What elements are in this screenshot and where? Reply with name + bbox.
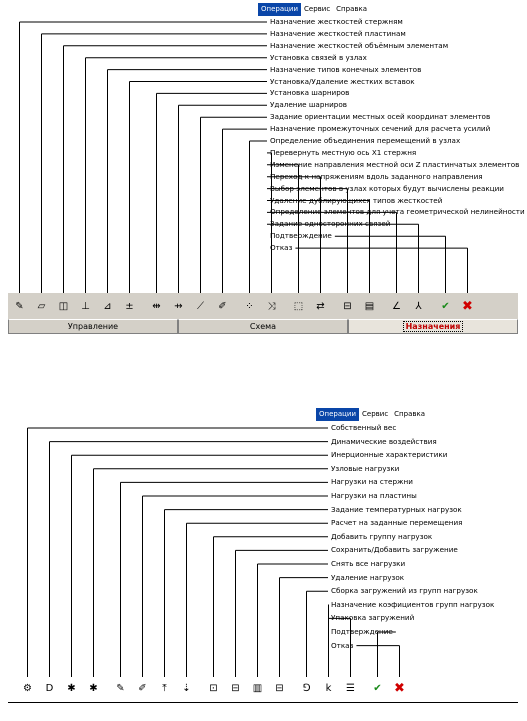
tab-control[interactable] xyxy=(8,319,178,334)
assemble-loadcases-icon[interactable]: ⅁ xyxy=(302,682,311,694)
hinge-set-icon[interactable]: ⇹ xyxy=(152,300,161,312)
local-axes-icon[interactable]: ⟋ xyxy=(197,300,204,312)
rod-stiffness-icon[interactable]: ✎ xyxy=(15,300,24,312)
menu-operations-2[interactable]: Операции xyxy=(316,408,359,421)
panel2-item[interactable]: Сборка загружений из групп нагрузок xyxy=(331,586,478,596)
panel1-item[interactable]: Установка шарниров xyxy=(270,88,350,98)
panel2-item[interactable]: Снять все нагрузки xyxy=(331,559,406,568)
panel1-item[interactable]: Отказ xyxy=(270,243,293,253)
assignments-toolbar xyxy=(10,296,480,316)
mode-tabs xyxy=(8,319,518,334)
displacement-icon[interactable]: ⇣ xyxy=(182,682,191,694)
panel1-item[interactable]: Выбор элементов в узлах которых будут вычислены реакции xyxy=(270,183,504,193)
plate-load-icon[interactable]: ✐ xyxy=(138,682,147,694)
nonlinear-elements-icon[interactable]: ∠ xyxy=(392,300,401,312)
panel1-item[interactable]: Определение объединения перемещений в узлах xyxy=(270,136,461,145)
reaction-select-icon[interactable]: ⊟ xyxy=(343,300,352,312)
toolbar-bottom-line xyxy=(8,702,518,703)
dynamic-load-icon[interactable]: D xyxy=(45,682,54,694)
remove-loads-icon[interactable]: ⊟ xyxy=(275,682,284,694)
panel2-item[interactable]: Нагрузки на стержни xyxy=(331,477,413,487)
cancel-icon[interactable]: ✖ xyxy=(462,298,473,314)
flip-axis-icon[interactable]: ⤨ xyxy=(267,300,276,312)
loads-panel xyxy=(0,400,527,721)
panel2-item[interactable]: Инерционные характеристики xyxy=(331,450,448,460)
fe-type-icon[interactable]: ⊿ xyxy=(103,300,112,312)
panel2-item[interactable]: Узловые нагрузки xyxy=(331,463,400,473)
confirm-icon[interactable]: ✔ xyxy=(441,300,450,312)
panel2-item[interactable]: Расчет на заданные перемещения xyxy=(331,518,463,528)
panel1-item[interactable]: Задание ориентации местных осей координат элементов xyxy=(270,112,491,122)
save-loadcase-icon[interactable]: ⊟ xyxy=(231,682,240,694)
stress-direction-icon[interactable]: ⇄ xyxy=(316,300,325,312)
panel1-item[interactable]: Задание односторонних связей xyxy=(270,219,391,229)
panel1-item[interactable]: Установка/Удаление жестких вставок xyxy=(270,76,415,86)
panel1-item[interactable]: Назначение жесткостей стержням xyxy=(270,17,403,26)
hinge-remove-icon[interactable]: ⇸ xyxy=(174,300,183,312)
stiffness-assignment-panel xyxy=(0,0,527,345)
menu-service-2[interactable]: Сервис xyxy=(362,409,389,418)
panel1-item[interactable]: Переход к напряжениям вдоль заданного направления xyxy=(270,171,483,181)
panel1-item[interactable]: Перевернуть местную ось X1 стержня xyxy=(270,147,417,157)
intermediate-sections-icon[interactable]: ✐ xyxy=(218,300,227,312)
panel2-item[interactable]: Задание температурных нагрузок xyxy=(331,504,462,514)
node-coupling-icon[interactable]: ⁘ xyxy=(245,300,254,312)
solid-stiffness-icon[interactable]: ◫ xyxy=(58,300,69,312)
clear-loads-icon[interactable]: ▥ xyxy=(252,682,263,694)
panel1-item[interactable]: Удаление шарниров xyxy=(270,100,347,110)
tab-assignments-label: Назначения xyxy=(403,321,464,332)
menu-service[interactable]: Сервис xyxy=(304,4,331,13)
panel2-item[interactable]: Упаковка загружений xyxy=(331,613,415,623)
cancel-icon[interactable]: ✖ xyxy=(394,680,405,696)
group-factors-icon[interactable]: k xyxy=(325,682,332,694)
panel1-item[interactable]: Определение элементов для учета геометрической нелинейности xyxy=(270,207,525,217)
temperature-load-icon[interactable]: ⤒ xyxy=(162,682,167,694)
rigid-insert-icon[interactable]: ± xyxy=(125,300,134,312)
panel1-item[interactable]: Изменение направления местной оси Z пластинчатых элементов xyxy=(270,159,520,169)
callout-lines-2 xyxy=(0,400,527,721)
panel2-item[interactable]: Добавить группу нагрузок xyxy=(331,531,433,541)
menu-help[interactable]: Справка xyxy=(336,4,368,13)
tab-scheme-label: Схема xyxy=(249,322,277,331)
panel2-item[interactable]: Удаление нагрузок xyxy=(331,572,405,582)
panel1-item[interactable]: Установка связей в узлах xyxy=(270,52,367,62)
rod-load-icon[interactable]: ✎ xyxy=(116,682,125,694)
panel2-item[interactable]: Назначение коэфициентов групп нагрузок xyxy=(331,599,495,609)
tab-scheme[interactable] xyxy=(178,319,348,334)
panel1-item[interactable]: Назначение типов конечных элементов xyxy=(270,64,422,74)
panel2-item[interactable]: Сохранить/Добавить загружение xyxy=(331,545,458,555)
panel1-item[interactable]: Назначение жесткостей объёмным элементам xyxy=(270,40,449,50)
duplicate-stiffness-icon[interactable]: ▤ xyxy=(364,300,375,312)
add-group-icon[interactable]: ⊡ xyxy=(209,682,218,694)
menu-help-2[interactable]: Справка xyxy=(394,409,426,418)
plate-z-direction-icon[interactable]: ⬚ xyxy=(293,300,304,312)
tab-control-label: Управление xyxy=(67,322,119,331)
node-support-icon[interactable]: ⊥ xyxy=(81,300,90,312)
panel2-item[interactable]: Собственный вес xyxy=(331,423,397,432)
node-load-icon[interactable]: ✱ xyxy=(89,682,98,694)
panel1-item[interactable]: Подтверждение xyxy=(270,231,332,241)
panel2-item[interactable]: Отказ xyxy=(331,640,354,650)
pack-loadcases-icon[interactable]: ☰ xyxy=(346,682,355,694)
one-way-support-icon[interactable]: ⅄ xyxy=(415,300,422,312)
panel2-item[interactable]: Нагрузки на пластины xyxy=(331,491,417,500)
panel2-item[interactable]: Подтверждение xyxy=(331,627,393,636)
panel1-item[interactable]: Удаление дублирующихся типов жесткостей xyxy=(270,195,443,205)
menu-operations[interactable]: Операции xyxy=(258,3,301,16)
loads-toolbar xyxy=(18,678,412,698)
inertia-icon[interactable]: ✱ xyxy=(67,682,76,694)
panel1-item[interactable]: Назначение промежуточных сечений для расчета усилий xyxy=(270,124,491,134)
tab-assignments[interactable] xyxy=(348,319,518,334)
panel2-item[interactable]: Динамические воздействия xyxy=(331,436,437,446)
plate-stiffness-icon[interactable]: ▱ xyxy=(37,300,46,312)
confirm-icon[interactable]: ✔ xyxy=(373,682,382,694)
panel1-item[interactable]: Назначение жесткостей пластинам xyxy=(270,28,406,38)
self-weight-icon[interactable]: ⚙ xyxy=(23,682,32,694)
